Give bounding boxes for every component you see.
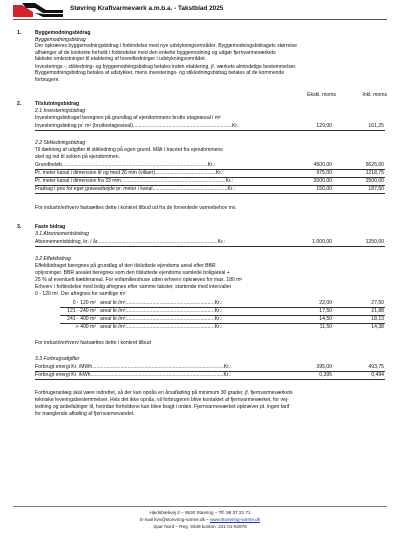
- effect-row-3-incl: 18,13: [371, 316, 384, 322]
- row-subscription-excl: 1.000,00: [312, 239, 332, 245]
- row-underline: [35, 246, 385, 247]
- section-1-text-1: Der opkræves byggemodningsbidrag i forbindelse med nye udstykningsområder. Byggemodningsbidragets størrelse: [35, 43, 297, 49]
- section-3-2-text-5: 0 - 120 m². Der afregnes for samtlige m²: [35, 291, 126, 297]
- row-subscription-incl: 1250,00: [365, 239, 384, 245]
- row-underline: [35, 193, 385, 194]
- row-33mm-label: Pr. meter kanal i dimension fra 33 mm..........................................................................Kr.:: [35, 178, 234, 184]
- row-energy-kwh-excl: 0,395: [319, 372, 332, 378]
- effect-range-4: > 400 m²: [75, 324, 96, 330]
- document-title: Støvring Kraftvarmeværk a.m.b.a. - Takstblad 2025: [70, 5, 224, 12]
- effect-range-1: 0 - 120 m²: [72, 300, 96, 306]
- row-base-excl: 4500,00: [313, 162, 332, 168]
- row-26mm-incl: 1218,75: [365, 170, 384, 176]
- section-3-2-text-2: oplysninger. BBR arealet beregnes som den tilsluttede ejendoms samlede boligareal +: [35, 270, 230, 276]
- effect-row-4-excl: 11,50: [319, 324, 332, 330]
- footer-address: Hjedsbækvej 2 – 9530 Støvring – Tlf. 98 37 21 71: [149, 510, 251, 515]
- row-26mm-label: Pr. meter kanal i dimension til og med 26 mm (villaer)...........................................Kr.:: [35, 170, 224, 176]
- effect-row-4-label: areal kr./m²...............................................................Kr.:: [100, 324, 223, 330]
- row-energy-kwh-incl: 0,494: [371, 372, 384, 378]
- section-3-number: 3.: [17, 224, 22, 230]
- row-investment-excl: 129,00: [316, 123, 332, 129]
- section-3-3-text-1: Forbrugeranlæg skal være indrettet, så der kan opnås en årsafkøling på minimum 30 grader, jf. fjernvarmeværkets: [35, 390, 293, 396]
- section-1-title: Byggemodningsbidrag: [35, 30, 91, 36]
- row-base-label: Grundbeløb.......................................................................................................Kr.:: [35, 162, 216, 168]
- section-2-1-text: Investeringsbidraget beregnes på grundlag af ejendommens brutto etageareal i m²: [35, 115, 221, 121]
- row-33mm-excl: 2000,00: [313, 178, 332, 184]
- effect-row-3-excl: 14,50: [319, 316, 332, 322]
- row-deduction-incl: 187,50: [368, 186, 384, 192]
- row-26mm-excl: 975,00: [316, 170, 332, 176]
- section-2-1-subtitle: 2.1 Investeringsbidrag: [35, 108, 86, 114]
- section-2-2-subtitle: 2.2 Stikledningsbidrag: [35, 140, 86, 146]
- section-3-2-subtitle: 3.2 Effektbidrag: [35, 256, 71, 262]
- footer-divider: [13, 506, 387, 507]
- section-3-2-note: For industri/erhverv fastsættes dette i konkret tilbud: [35, 340, 151, 346]
- section-3-3-text-2: tekniske leveringsbestemmelser. Hvis det ikke opnås, vil forbrugeren blive kontaktet af fjernvarmeværket, for vej-: [35, 397, 289, 403]
- footer-email: E-mail kvv@stoevring-varme.dk –: [139, 517, 210, 522]
- row-investment-incl: 161,25: [368, 123, 384, 129]
- footer-bank: Spar Nord – Reg. 9349 konton. 231-01-62976: [153, 524, 247, 529]
- section-1-text-3: faktiske omkostninger til etablering af hovedledninger i udstykningsområdet.: [35, 56, 207, 62]
- section-3-2-text-4: Erhverv i forbindelse med bolig afregnes efter samme takster, startende med intervallet: [35, 284, 231, 290]
- section-3-1-subtitle: 3.1 Abonnementsbidrag: [35, 231, 89, 237]
- effect-row-1-label: areal kr./m²...............................................................Kr.:: [100, 300, 223, 306]
- section-1-text-6: forbrugere.: [35, 76, 60, 83]
- row-underline: [35, 379, 385, 380]
- footer-contact: [0, 517, 400, 523]
- row-energy-mwh-excl: 395,00: [316, 364, 332, 370]
- section-3-2-text-1: Effektbidraget beregnes på grundlag af den tilsluttede ejendoms areal efter BBR: [35, 263, 216, 269]
- effect-row-2-excl: 17,50: [319, 308, 332, 314]
- column-header-incl-vat: Inkl. moms: [362, 92, 387, 98]
- section-3-title: Faste bidrag: [35, 224, 66, 230]
- row-underline: [35, 130, 385, 131]
- section-1-text-2: afhænger af de konkrete forhold i forbindelse med den enkelte byggemodning og udgør fjernvarmeværkets: [35, 49, 276, 56]
- row-energy-mwh-label: Forbrugt energi Kr. /MWh.............................................................................................Kr.:: [35, 364, 232, 370]
- company-logo-icon: [13, 3, 63, 17]
- footer-website-link[interactable]: www.stoevring-varme.dk: [209, 517, 261, 522]
- section-1-subtitle: Byggemodningsbidrag: [35, 37, 86, 43]
- section-1-text-4: Investerings -, stikledning- og byggemodningsbidrag betales inden etablering, jf. værkets almindelige bestemmelser.: [35, 63, 297, 70]
- section-2-2-text-2: skel og ind til soklen på ejendommen.: [35, 154, 120, 160]
- section-2-note: For industri/erhverv fastsættes dette i konkret tilbud ud fra de forventede varmebehov mv.: [35, 205, 237, 211]
- effect-row-2-incl: 21,88: [371, 308, 384, 314]
- column-header-excl-vat: Ekskl. moms: [307, 92, 336, 98]
- row-deduction-excl: 150,00: [316, 186, 332, 192]
- section-3-3-subtitle: 3.3 Forbrugsafgifter: [35, 356, 80, 362]
- section-2-2-text-1: Til dækning af udgifter til stikledning på egen grund. Målt i tracéet fra ejendommens: [35, 147, 223, 153]
- effect-row-1-incl: 27,50: [371, 300, 384, 306]
- row-energy-mwh-incl: 493,75: [368, 364, 384, 370]
- row-deduction-label: Fradrag i pris for eget gravearbejde pr. meter i kanal.....................................................Kr.:: [35, 186, 236, 192]
- row-base-incl: 5625,00: [365, 162, 384, 168]
- row-33mm-incl: 2500,00: [365, 178, 384, 184]
- row-investment-label: Investeringsbidrag pr. m² (bruttoetageareal)......................................................................Kr.:: [35, 123, 240, 129]
- effect-row-4-incl: 14,38: [371, 324, 384, 330]
- effect-range-2: 121 - 240 m²: [67, 308, 96, 314]
- section-1-text-5: Byggemodningsbidrag betales af udstykker, mens investerings- og stikledningsbidrag betales af de kommende: [35, 70, 285, 76]
- section-1-number: 1.: [17, 30, 22, 36]
- section-3-3-text-4: for manglende afkøling af fjernvarmevandet.: [35, 411, 135, 417]
- section-3-3-text-3: ledning og anbefalinger til, hvordan forholdene kan blive bragt i orden. Fjernvarmeværket opkræver pt. ingen tarif: [35, 404, 290, 410]
- section-3-2-text-3: 25 % af eventuelt kælderareal. For enfamiliershuse uden erhverv opkræves for max. 180 m²: [35, 277, 243, 283]
- section-2-number: 2.: [17, 101, 22, 107]
- row-subscription-label: Abonnementsbidrag, kr. / år.....................................................................................Kr.:: [35, 239, 226, 245]
- effect-range-3: 241 - 400 m²: [67, 316, 96, 322]
- effect-row-1-excl: 22,00: [319, 300, 332, 306]
- row-energy-kwh-label: Forbrugt energi Kr. /kWh..............................................................................................Kr.:: [35, 372, 232, 378]
- effect-row-2-label: areal kr./m²...............................................................Kr.:: [100, 308, 223, 314]
- header-divider: [13, 19, 387, 20]
- effect-row-3-label: areal kr./m²...............................................................Kr.:: [100, 316, 223, 322]
- section-2-title: Tilslutningsbidrag: [35, 101, 80, 107]
